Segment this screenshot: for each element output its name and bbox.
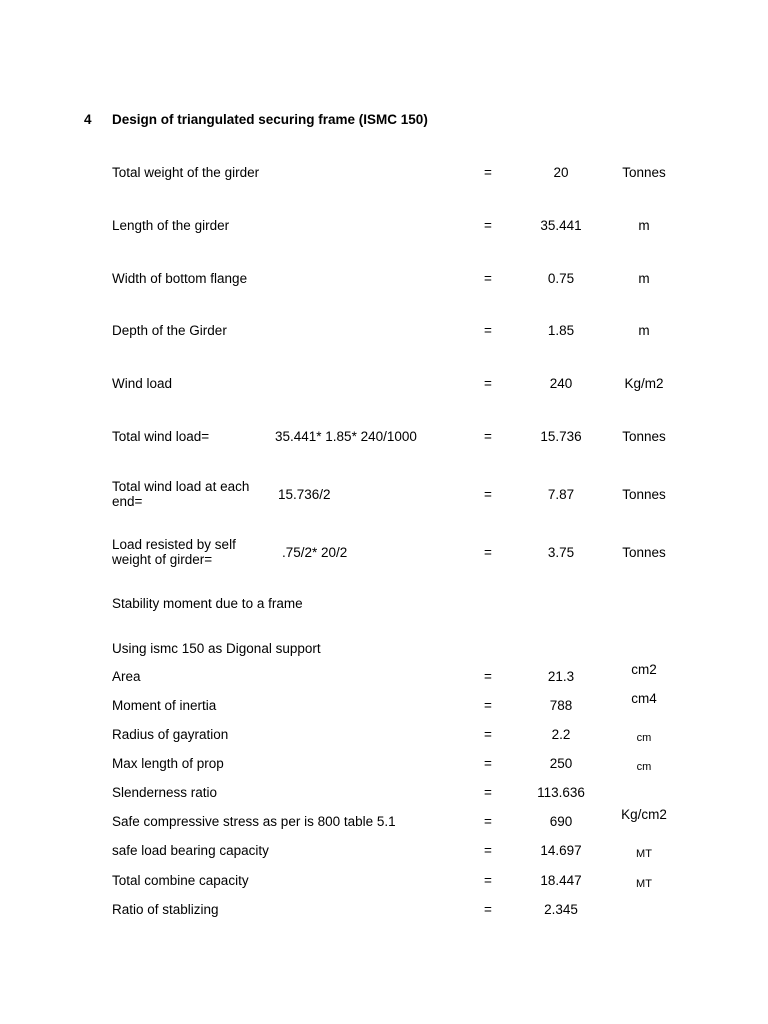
row-label: Safe compressive stress as per is 800 table 5.1 [112, 813, 396, 829]
equals-sign: = [484, 901, 492, 917]
row-value: 2.345 [544, 901, 578, 917]
row-value: 2.2 [551, 726, 571, 742]
equals-sign: = [484, 544, 492, 560]
row-unit: cm [636, 731, 652, 744]
row-label: Total combine capacity [112, 872, 249, 888]
table-row [0, 363, 768, 403]
equals-sign: = [484, 813, 492, 829]
row-unit: Kg/cm2 [621, 807, 667, 822]
row-label: Width of bottom flange [112, 270, 248, 286]
table-row [0, 474, 768, 514]
row-label: Total weight of the girder [112, 164, 260, 180]
row-label: Total wind load= [112, 428, 210, 444]
row-value: 18.447 [540, 872, 582, 888]
row-label: Area [112, 668, 141, 684]
equals-sign: = [484, 842, 492, 858]
table-row [0, 205, 768, 245]
row-label: Stability moment due to a frame [112, 595, 303, 611]
row-value: 7.87 [547, 486, 575, 502]
row-value: 35.441 [540, 217, 582, 233]
row-label: Load resisted by self weight of girder= [112, 537, 236, 567]
row-label: Max length of prop [112, 755, 224, 771]
row-label: safe load bearing capacity [112, 842, 269, 858]
row-value: 20 [553, 164, 569, 180]
row-unit: cm4 [631, 691, 657, 706]
equals-sign: = [484, 726, 492, 742]
row-unit: MT [636, 877, 652, 890]
row-unit: Tonnes [622, 544, 666, 560]
table-row [0, 532, 768, 572]
row-value: 14.697 [540, 842, 582, 858]
equals-sign: = [484, 784, 492, 800]
row-value: 0.75 [547, 270, 575, 286]
row-unit: cm2 [631, 662, 657, 677]
row-unit: MT [636, 847, 652, 860]
table-row [0, 310, 768, 350]
table-row [0, 152, 768, 192]
row-unit: m [638, 270, 650, 286]
row-value: 21.3 [547, 668, 575, 684]
equals-sign: = [484, 755, 492, 771]
equals-sign: = [484, 428, 492, 444]
row-unit: Kg/m2 [624, 375, 664, 391]
section-title: Design of triangulated securing frame (ISMC 150) [112, 112, 428, 127]
equals-sign: = [484, 697, 492, 713]
row-value: 1.85 [547, 322, 575, 338]
equals-sign: = [484, 486, 492, 502]
row-unit: cm [636, 760, 652, 773]
row-formula: 15.736/2 [278, 486, 331, 502]
row-value: 788 [549, 697, 573, 713]
section-number: 4 [84, 112, 92, 127]
row-label: Slenderness ratio [112, 784, 218, 800]
row-value: 240 [549, 375, 573, 391]
equals-sign: = [484, 668, 492, 684]
row-formula: .75/2* 20/2 [282, 544, 348, 560]
table-row [0, 889, 768, 929]
equals-sign: = [484, 872, 492, 888]
table-row [0, 258, 768, 298]
row-label: Total wind load at each end= [112, 479, 250, 509]
table-row [0, 583, 768, 623]
row-value: 3.75 [547, 544, 575, 560]
row-value: 113.636 [537, 784, 585, 800]
equals-sign: = [484, 375, 492, 391]
equals-sign: = [484, 322, 492, 338]
row-unit: m [638, 217, 650, 233]
row-label: Moment of inertia [112, 697, 217, 713]
row-label: Wind load [112, 375, 173, 391]
row-unit: Tonnes [622, 486, 666, 502]
row-label: Depth of the Girder [112, 322, 227, 338]
row-unit: Tonnes [622, 164, 666, 180]
row-label: Ratio of stablizing [112, 901, 219, 917]
row-label: Length of the girder [112, 217, 230, 233]
row-unit: m [638, 322, 650, 338]
equals-sign: = [484, 164, 492, 180]
row-label: Using ismc 150 as Digonal support [112, 640, 321, 656]
equals-sign: = [484, 270, 492, 286]
row-value: 690 [549, 813, 573, 829]
row-formula: 35.441* 1.85* 240/1000 [275, 428, 417, 444]
row-value: 15.736 [540, 428, 582, 444]
row-unit: Tonnes [622, 428, 666, 444]
row-label: Radius of gayration [112, 726, 229, 742]
equals-sign: = [484, 217, 492, 233]
table-row [0, 416, 768, 456]
row-value: 250 [549, 755, 573, 771]
